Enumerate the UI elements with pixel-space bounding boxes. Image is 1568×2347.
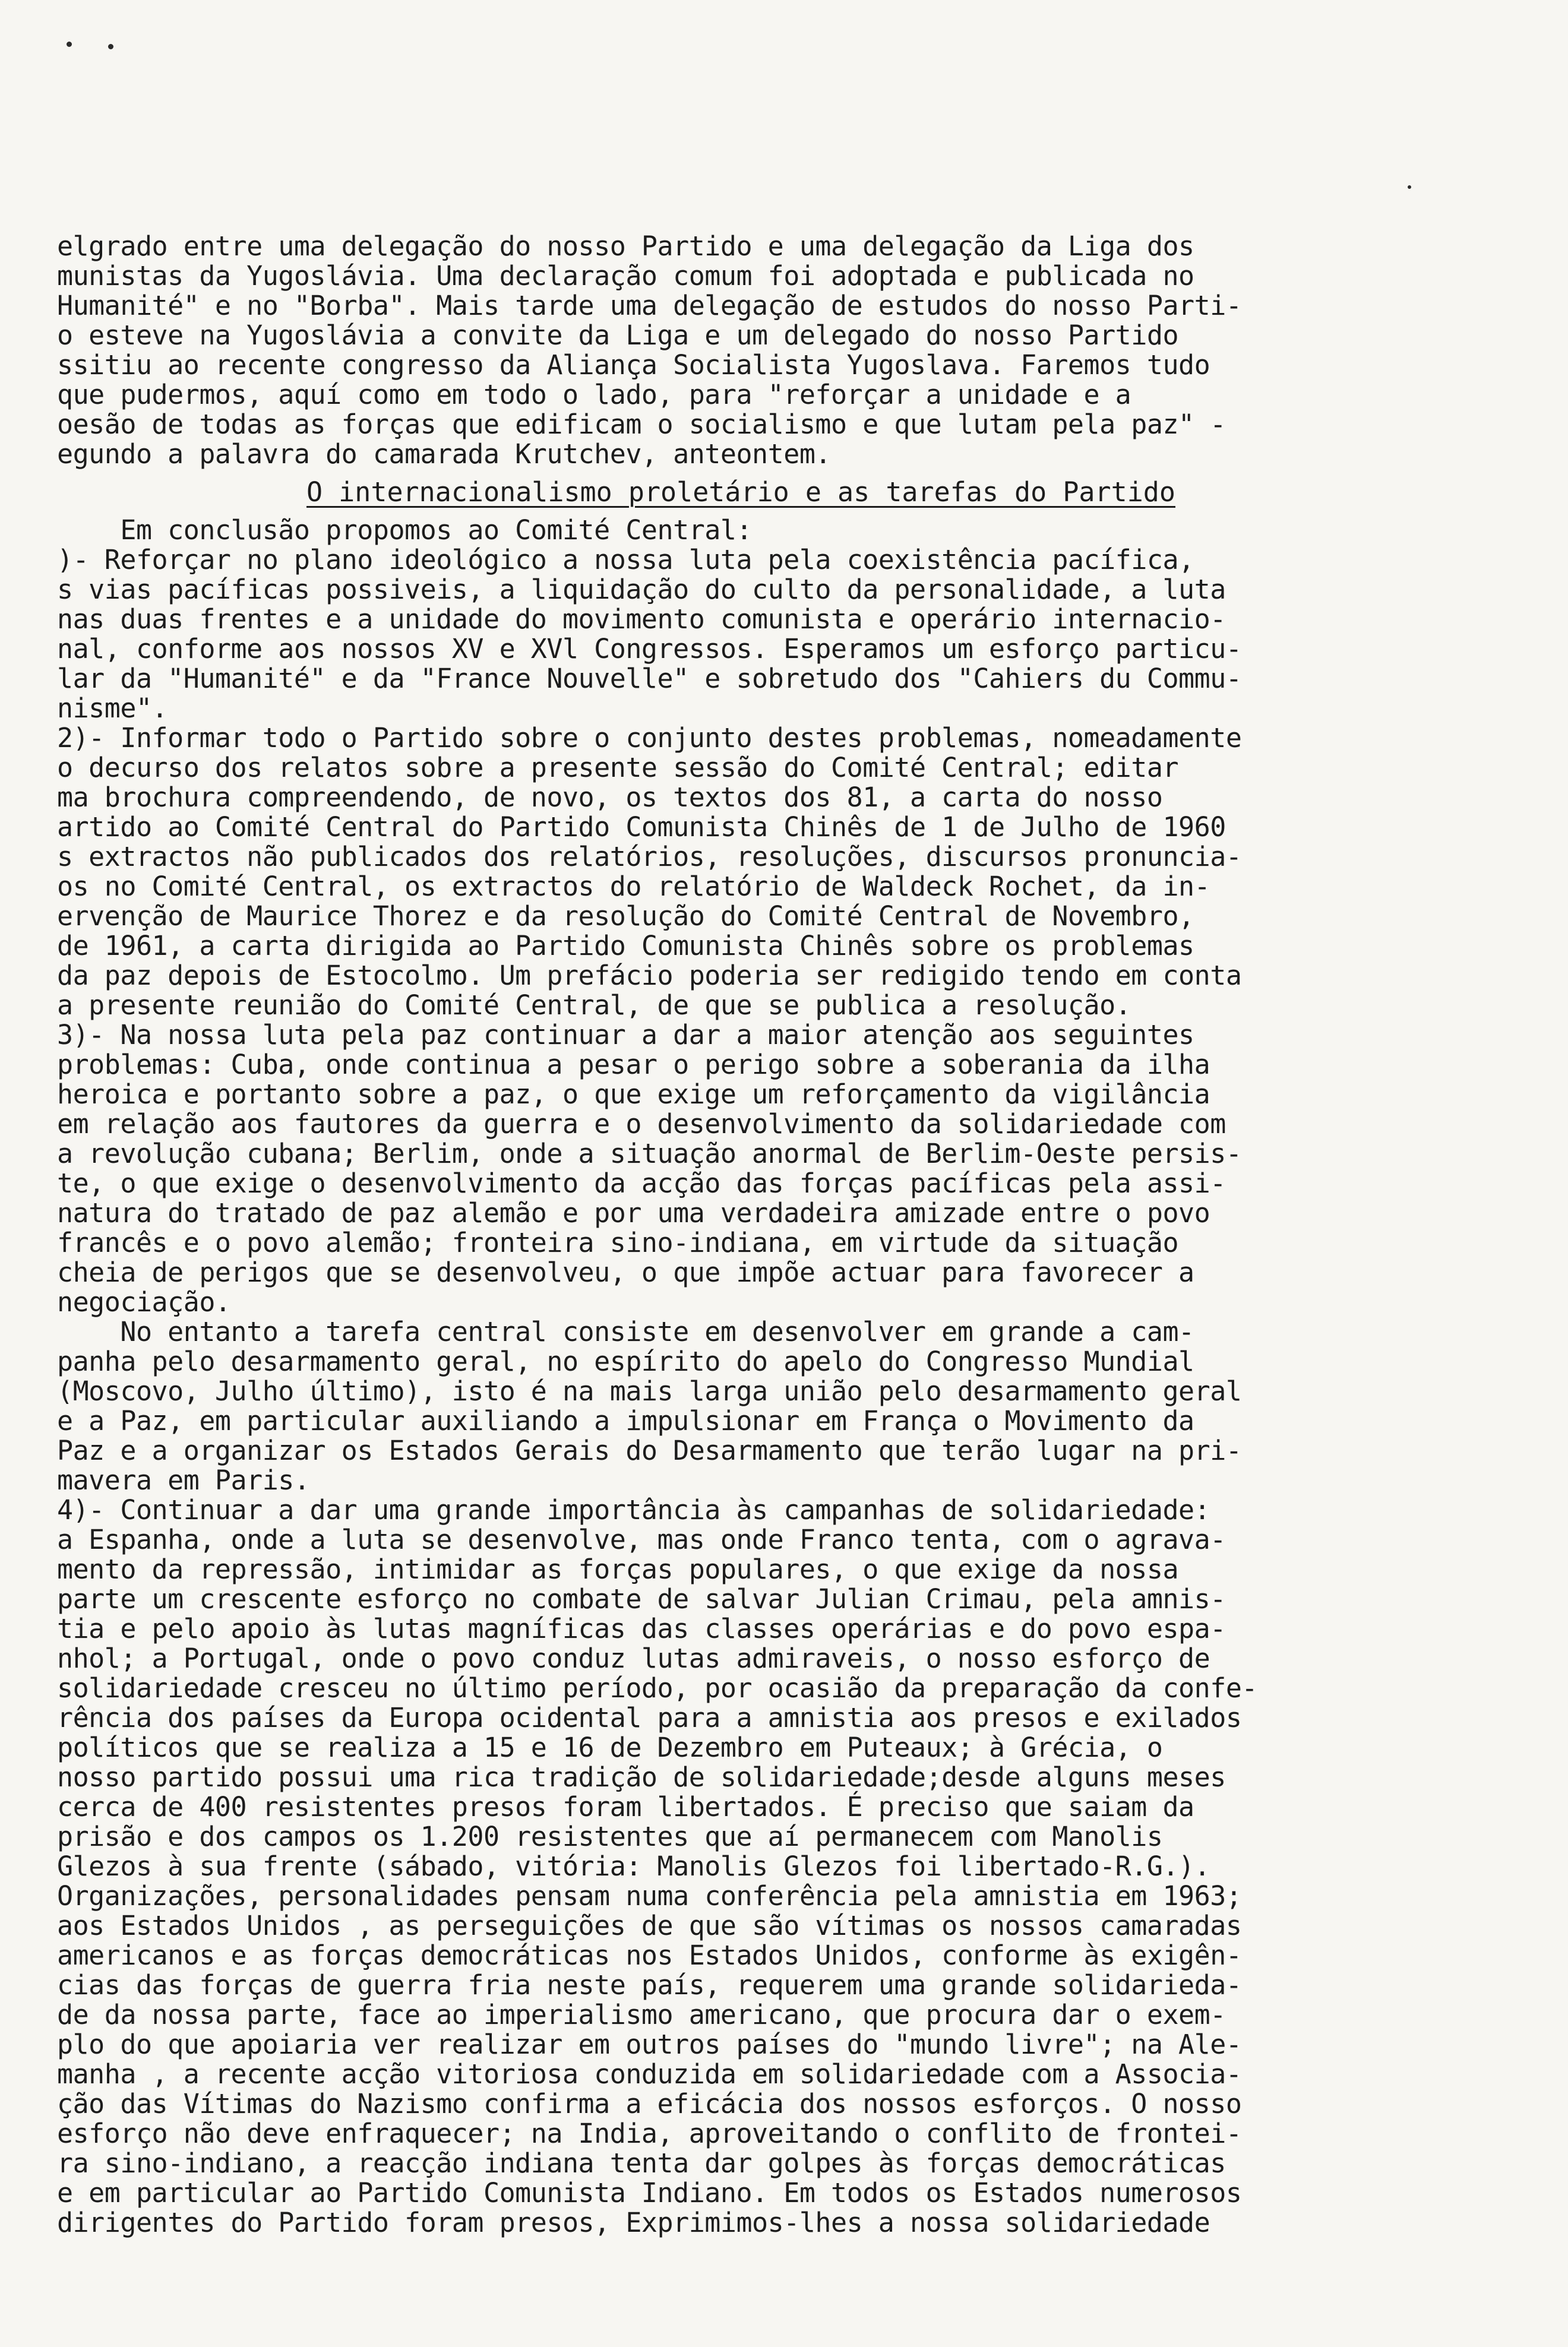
text-line: nosso partido possui uma rica tradição de solidariedade;desde alguns meses <box>57 1761 1226 1793</box>
text-line: 2)- Informar todo o Partido sobre o conjunto destes problemas, nomeadamente <box>57 722 1242 754</box>
text-line: em relação aos fautores da guerra e o desenvolvimento da solidariedade com <box>57 1108 1226 1140</box>
text-line: Paz e a organizar os Estados Gerais do Desarmamento que terão lugar na pri- <box>57 1435 1242 1466</box>
text-line: tia e pelo apoio às lutas magníficas das classes operárias e do povo espa- <box>57 1613 1226 1644</box>
text-line: cheia de perigos que se desenvolveu, o que impõe actuar para favorecer a <box>57 1257 1194 1288</box>
text-line: os no Comité Central, os extractos do relatório de Waldeck Rochet, da in- <box>57 871 1210 902</box>
text-line: nal, conforme aos nossos XV e XVl Congressos. Esperamos um esforço particu- <box>57 633 1242 665</box>
text-line: s extractos não publicados dos relatórios, resoluções, discursos pronuncia- <box>57 841 1242 872</box>
text-line: s vias pacíficas possiveis, a liquidação do culto da personalidade, a luta <box>57 574 1226 605</box>
text-line: da paz depois de Estocolmo. Um prefácio poderia ser redigido tendo em conta <box>57 960 1242 991</box>
text-line: a revolução cubana; Berlim, onde a situação anormal de Berlim-Oeste persis- <box>57 1138 1242 1169</box>
text-line: 4)- Continuar a dar uma grande importância às campanhas de solidariedade: <box>57 1494 1210 1526</box>
text-line: a Espanha, onde a luta se desenvolve, mas onde Franco tenta, com o agrava- <box>57 1524 1226 1555</box>
text-line: nhol; a Portugal, onde o povo conduz lutas admiraveis, o nosso esforço de <box>57 1643 1210 1674</box>
scan-speck <box>1408 185 1411 189</box>
text-line: (Moscovo, Julho último), isto é na mais larga união pelo desarmamento geral <box>57 1375 1242 1407</box>
document-body <box>57 232 1506 2238</box>
text-line: esforço não deve enfraquecer; na India, aproveitando o conflito de frontei- <box>57 2118 1242 2149</box>
text-line: Humanité" e no "Borba". Mais tarde uma delegação de estudos do nosso Parti- <box>57 290 1242 321</box>
text-line: ssitiu ao recente congresso da Aliança Socialista Yugoslava. Faremos tudo <box>57 349 1210 381</box>
text-line: francês e o povo alemão; fronteira sino-indiana, em virtude da situação <box>57 1227 1179 1258</box>
text-line: de da nossa parte, face ao imperialismo americano, que procura dar o exem- <box>57 1999 1226 2030</box>
text-line: nas duas frentes e a unidade do movimento comunista e operário internacio- <box>57 603 1226 635</box>
text-line: que pudermos, aquí como em todo o lado, para "reforçar a unidade e a <box>57 379 1131 410</box>
text-line: elgrado entre uma delegação do nosso Partido e uma delegação da Liga dos <box>57 230 1194 262</box>
text-line: dirigentes do Partido foram presos, Exprimimos-lhes a nossa solidariedade <box>57 2207 1210 2238</box>
text-line: parte um crescente esforço no combate de salvar Julian Crimau, pela amnis- <box>57 1583 1226 1615</box>
text-line: munistas da Yugoslávia. Uma declaração comum foi adoptada e publicada no <box>57 260 1194 292</box>
text-line: lar da "Humanité" e da "France Nouvelle" e sobretudo dos "Cahiers du Commu- <box>57 663 1242 694</box>
text-line: aos Estados Unidos , as perseguições de que são vítimas os nossos camaradas <box>57 1910 1242 1941</box>
text-line: de 1961, a carta dirigida ao Partido Comunista Chinês sobre os problemas <box>57 930 1194 961</box>
text-line: mento da repressão, intimidar as forças populares, o que exige da nossa <box>57 1554 1179 1585</box>
text-line: ervenção de Maurice Thorez e da resolução do Comité Central de Novembro, <box>57 900 1194 932</box>
text-line: Organizações, personalidades pensam numa conferência pela amnistia em 1963; <box>57 1880 1242 1912</box>
text-line: e em particular ao Partido Comunista Indiano. Em todos os Estados numerosos <box>57 2177 1242 2209</box>
text-line: o decurso dos relatos sobre a presente sessão do Comité Central; editar <box>57 752 1179 783</box>
text-line: egundo a palavra do camarada Krutchev, anteontem. <box>57 438 832 470</box>
text-line: ra sino-indiano, a reacção indiana tenta dar golpes às forças democráticas <box>57 2147 1226 2179</box>
text-line: cias das forças de guerra fria neste país, requerem uma grande solidarieda- <box>57 1969 1242 2001</box>
intro-paragraph <box>57 232 1506 469</box>
text-line: rência dos países da Europa ocidental para a amnistia aos presos e exilados <box>57 1702 1242 1734</box>
text-line: oesão de todas as forças que edificam o socialismo e que lutam pela paz" - <box>57 409 1226 440</box>
text-line: prisão e dos campos os 1.200 resistentes que aí permanecem com Manolis <box>57 1821 1163 1852</box>
text-line: 3)- Na nossa luta pela paz continuar a dar a maior atenção aos seguintes <box>57 1019 1194 1051</box>
text-line: a presente reunião do Comité Central, de que se publica a resolução. <box>57 989 1131 1021</box>
text-line: americanos e as forças democráticas nos Estados Unidos, conforme às exigên- <box>57 1940 1242 1971</box>
text-line: políticos que se realiza a 15 e 16 de Dezembro em Puteaux; à Grécia, o <box>57 1732 1163 1763</box>
text-line: o esteve na Yugoslávia a convite da Liga e um delegado do nosso Partido <box>57 320 1179 351</box>
text-line: ma brochura compreendendo, de novo, os textos dos 81, a carta do nosso <box>57 782 1163 813</box>
text-line: natura do tratado de paz alemão e por uma verdadeira amizade entre o povo <box>57 1197 1210 1229</box>
scan-speck <box>67 42 72 47</box>
text-line: manha , a recente acção vitoriosa conduzida em solidariedade com a Associa- <box>57 2058 1242 2090</box>
text-line: cerca de 400 resistentes presos foram libertados. É preciso que saiam da <box>57 1791 1194 1823</box>
conclusion-section <box>57 515 1506 2238</box>
text-line: )- Reforçar no plano ideológico a nossa luta pela coexistência pacífica, <box>57 544 1194 575</box>
text-line: e a Paz, em particular auxiliando a impulsionar em França o Movimento da <box>57 1405 1194 1437</box>
text-line: te, o que exige o desenvolvimento da acção das forças pacíficas pela assi- <box>57 1168 1226 1199</box>
scan-speck <box>108 44 113 49</box>
text-line: heroica e portanto sobre a paz, o que exige um reforçamento da vigilância <box>57 1078 1210 1110</box>
text-line: problemas: Cuba, onde continua a pesar o perigo sobre a soberania da ilha <box>57 1049 1210 1080</box>
section-heading: O internacionalismo proletário e as tarefas do Partido <box>306 476 1175 508</box>
text-line: panha pelo desarmamento geral, no espírito do apelo do Congresso Mundial <box>57 1346 1194 1377</box>
text-line: negociação. <box>57 1286 231 1318</box>
text-line: Glezos à sua frente (sábado, vitória: Manolis Glezos foi libertado-R.G.). <box>57 1851 1210 1882</box>
text-line: artido ao Comité Central do Partido Comunista Chinês de 1 de Julho de 1960 <box>57 811 1226 843</box>
text-line: plo do que apoiaria ver realizar em outros países do "mundo livre"; na Ale- <box>57 2029 1242 2060</box>
text-line: No entanto a tarefa central consiste em desenvolver em grande a cam- <box>57 1316 1194 1348</box>
text-line: Em conclusão propomos ao Comité Central: <box>57 514 753 546</box>
text-line: nisme". <box>57 692 168 724</box>
text-line: solidariedade cresceu no último período, por ocasião da preparação da confe- <box>57 1672 1258 1704</box>
text-line: ção das Vítimas do Nazismo confirma a eficácia dos nossos esforços. O nosso <box>57 2088 1242 2120</box>
text-line: mavera em Paris. <box>57 1464 310 1496</box>
